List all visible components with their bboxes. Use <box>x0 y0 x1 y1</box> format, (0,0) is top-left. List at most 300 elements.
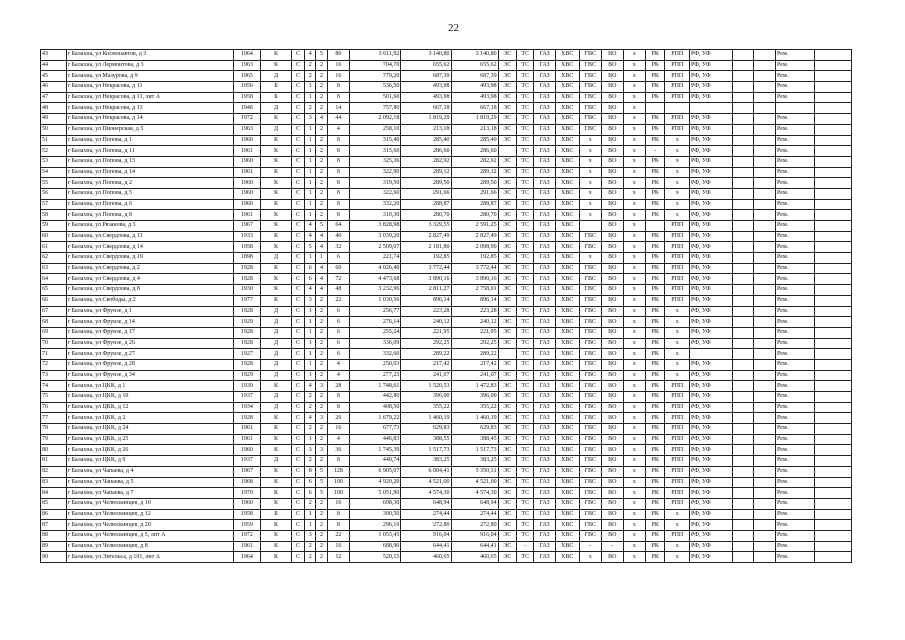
cell-roof-type: С <box>291 530 304 541</box>
cell-extra-1 <box>733 253 753 264</box>
cell-utility-vo: ВО <box>602 392 624 403</box>
cell-address: г Балахна, ул Фрунзе, д 34 <box>66 370 233 381</box>
table-row <box>41 477 852 488</box>
cell-build-year: 1960 <box>233 135 261 146</box>
cell-note: Рем. <box>776 50 815 61</box>
cell-apartments: 12 <box>327 552 350 563</box>
cell-apartments: 6 <box>327 338 350 349</box>
table-row <box>41 488 852 499</box>
cell-utility-es: ЭС <box>498 424 516 435</box>
cell-roof-type: С <box>291 413 304 424</box>
cell-extra-1 <box>733 231 753 242</box>
cell-repair-rf-uf: РФ, УФ <box>690 295 733 306</box>
cell-repair-rpp: РПП <box>665 124 690 135</box>
cell-wall-type: Д <box>261 359 292 370</box>
cell-utility-gvs: x <box>579 178 602 189</box>
cell-floors: 3 <box>305 530 316 541</box>
cell-note: Рем. <box>776 253 815 264</box>
cell-utility-es: ЭС <box>498 413 516 424</box>
cell-address: г Балахна, ул Свердлова, д 4 <box>66 274 233 285</box>
table-row <box>41 231 852 242</box>
cell-note: Рем. <box>776 509 815 520</box>
cell-utility-gvs: ГВС <box>579 60 602 71</box>
cell-build-year: 1961 <box>233 167 261 178</box>
table-row <box>41 274 852 285</box>
cell-repair-rpp: РПП <box>665 221 690 232</box>
cell-address: г Балахна, ул Лермонтова, д 3 <box>66 60 233 71</box>
cell-repair-rk: РК <box>646 124 665 135</box>
cell-repair-rk: РК <box>646 306 665 317</box>
cell-extra-2 <box>753 135 776 146</box>
cell-utility-gas: ГАЗ <box>534 434 556 445</box>
cell-utility-vo: - <box>602 541 624 552</box>
table-row <box>41 221 852 232</box>
page-number: 22 <box>448 22 459 34</box>
cell-note: Рем. <box>776 327 815 338</box>
cell-row-number: 63 <box>41 263 67 274</box>
cell-utility-es: ЭС <box>498 477 516 488</box>
cell-residential-area: 289,22 <box>451 349 498 360</box>
cell-row-number: 80 <box>41 445 67 456</box>
cell-entrances: 2 <box>316 60 327 71</box>
cell-repair-rk: РК <box>646 178 665 189</box>
cell-utility-gas: ГАЗ <box>534 456 556 467</box>
cell-extra-1 <box>733 541 753 552</box>
cell-living-area: 289,12 <box>401 167 451 178</box>
cell-entrances: 1 <box>316 253 327 264</box>
cell-note: Рем. <box>776 541 815 552</box>
cell-utility-vo: ВО <box>602 178 624 189</box>
cell-address: г Балахна, ул Свердлова, д 8 <box>66 285 233 296</box>
cell-apartments: 60 <box>327 263 350 274</box>
cell-wall-type: К <box>261 188 292 199</box>
cell-utility-gvs: ГВС <box>579 263 602 274</box>
cell-repair-rf-uf: РФ, УФ <box>690 413 733 424</box>
cell-apartments: 6 <box>327 349 350 360</box>
cell-repair-rpp: РПП <box>665 445 690 456</box>
table-row <box>41 295 852 306</box>
cell-utility-gas: ГАЗ <box>534 552 556 563</box>
cell-build-year: 1927 <box>233 349 261 360</box>
cell-extra-2 <box>753 424 776 435</box>
cell-extra-3 <box>814 413 851 424</box>
cell-residential-area: 396,00 <box>451 392 498 403</box>
cell-repair-rk: РК <box>646 188 665 199</box>
cell-extra-2 <box>753 285 776 296</box>
cell-address: г Балахна, ул Челюскинцев, д 12 <box>66 509 233 520</box>
cell-address: г Балахна, ул ЦКК, д 12 <box>66 402 233 413</box>
cell-note: Рем. <box>776 188 815 199</box>
cell-utility-gvs: ГВС <box>579 402 602 413</box>
cell-build-year: 1956 <box>233 82 261 93</box>
cell-repair-rk: РК <box>646 413 665 424</box>
cell-apartments: 8 <box>327 167 350 178</box>
cell-roof-type: С <box>291 231 304 242</box>
cell-address: г Балахна, ул Фрунзе, д 28 <box>66 359 233 370</box>
cell-floors: 2 <box>305 424 316 435</box>
housing-register-table <box>40 49 852 563</box>
cell-row-number: 84 <box>41 488 67 499</box>
cell-mark: x <box>623 156 646 167</box>
cell-wall-type: К <box>261 295 292 306</box>
cell-entrances: 2 <box>316 552 327 563</box>
cell-residential-area: 221,95 <box>451 327 498 338</box>
cell-entrances: 4 <box>316 231 327 242</box>
cell-utility-ts: ТС <box>517 434 534 445</box>
cell-build-year: 1972 <box>233 114 261 125</box>
cell-utility-ts: ТС <box>517 295 534 306</box>
cell-utility-gvs: ГВС <box>579 327 602 338</box>
cell-roof-type: С <box>291 477 304 488</box>
cell-apartments: 22 <box>327 295 350 306</box>
cell-utility-hvs: ХВС <box>555 274 579 285</box>
cell-apartments: 44 <box>327 114 350 125</box>
cell-extra-2 <box>753 488 776 499</box>
cell-entrances: 2 <box>316 124 327 135</box>
cell-utility-ts: ТС <box>517 370 534 381</box>
cell-utility-vo: ВО <box>602 50 624 61</box>
cell-wall-type: К <box>261 178 292 189</box>
cell-mark: x <box>623 434 646 445</box>
cell-extra-3 <box>814 50 851 61</box>
cell-utility-ts: ТС <box>517 178 534 189</box>
cell-build-year: 1958 <box>233 242 261 253</box>
cell-roof-type: С <box>291 520 304 531</box>
cell-repair-rf-uf: РФ, УФ <box>690 498 733 509</box>
cell-living-area: 3 329,55 <box>401 221 451 232</box>
cell-extra-2 <box>753 188 776 199</box>
cell-extra-3 <box>814 146 851 157</box>
cell-extra-2 <box>753 60 776 71</box>
cell-build-year: 1961 <box>233 424 261 435</box>
cell-floors: 6 <box>305 477 316 488</box>
cell-address: г Балахна, ул ЦКК, д 2 <box>66 413 233 424</box>
cell-extra-1 <box>733 199 753 210</box>
cell-apartments: 100 <box>327 477 350 488</box>
cell-mark: x <box>623 530 646 541</box>
cell-row-number: 59 <box>41 221 67 232</box>
cell-address: г Балахна, ул Челюскинцев, д 20 <box>66 520 233 531</box>
table-row <box>41 82 852 93</box>
table-row <box>41 253 852 264</box>
cell-wall-type: Б <box>261 92 292 103</box>
cell-residential-area: 2 098,90 <box>451 242 498 253</box>
cell-total-area: 3 828,98 <box>350 221 401 232</box>
cell-utility-ts: ТС <box>517 253 534 264</box>
cell-extra-2 <box>753 359 776 370</box>
cell-living-area: 217,42 <box>401 359 451 370</box>
cell-note: Рем. <box>776 456 815 467</box>
cell-note: Рем. <box>776 530 815 541</box>
cell-floors: 1 <box>305 146 316 157</box>
cell-address: г Балахна, ул Попова, д 6 <box>66 199 233 210</box>
cell-address: г Балахна, ул Некрасова, д 14 <box>66 114 233 125</box>
cell-extra-1 <box>733 188 753 199</box>
cell-entrances: 2 <box>316 520 327 531</box>
cell-total-area: 704,70 <box>350 60 401 71</box>
cell-floors: 1 <box>305 167 316 178</box>
cell-note: Рем. <box>776 285 815 296</box>
cell-residential-area: 291,66 <box>451 188 498 199</box>
cell-wall-type: Д <box>261 317 292 328</box>
cell-wall-type: К <box>261 434 292 445</box>
cell-note: Рем. <box>776 434 815 445</box>
table-row <box>41 359 852 370</box>
cell-extra-1 <box>733 552 753 563</box>
cell-mark: x <box>623 488 646 499</box>
cell-wall-type: К <box>261 381 292 392</box>
cell-utility-hvs: ХВС <box>555 381 579 392</box>
cell-utility-hvs: ХВС <box>555 498 579 509</box>
cell-address: г Балахна, ул Космонавтов, д 3 <box>66 50 233 61</box>
cell-repair-rf-uf: РФ, УФ <box>690 231 733 242</box>
cell-row-number: 73 <box>41 370 67 381</box>
cell-mark: x <box>623 520 646 531</box>
cell-extra-1 <box>733 146 753 157</box>
cell-row-number: 51 <box>41 135 67 146</box>
cell-note: Рем. <box>776 392 815 403</box>
cell-residential-area: 274,44 <box>451 509 498 520</box>
cell-address: г Балахна, ул Чапаева, д 5 <box>66 477 233 488</box>
cell-repair-rpp: РПП <box>665 285 690 296</box>
cell-utility-ts: ТС <box>517 359 534 370</box>
cell-repair-rpp: РПП <box>665 71 690 82</box>
table-row <box>41 60 852 71</box>
cell-utility-vo: ВО <box>602 466 624 477</box>
cell-extra-2 <box>753 253 776 264</box>
cell-extra-1 <box>733 285 753 296</box>
cell-extra-2 <box>753 82 776 93</box>
cell-utility-gvs: ГВС <box>579 124 602 135</box>
table-row <box>41 50 852 61</box>
cell-apartments: 16 <box>327 60 350 71</box>
cell-build-year: 1960 <box>233 199 261 210</box>
cell-extra-3 <box>814 242 851 253</box>
cell-repair-rpp: x <box>665 167 690 178</box>
cell-living-area: 396,00 <box>401 392 451 403</box>
cell-mark: x <box>623 146 646 157</box>
cell-total-area: 332,20 <box>350 199 401 210</box>
cell-utility-gvs: ГВС <box>579 456 602 467</box>
cell-utility-hvs: ХВС <box>555 338 579 349</box>
cell-entrances: 2 <box>316 306 327 317</box>
cell-row-number: 44 <box>41 60 67 71</box>
cell-mark: x <box>623 167 646 178</box>
cell-utility-es: ЭС <box>498 306 516 317</box>
cell-utility-gvs: x <box>579 253 602 264</box>
cell-utility-hvs: ХВС <box>555 103 579 114</box>
cell-extra-2 <box>753 445 776 456</box>
cell-row-number: 69 <box>41 327 67 338</box>
cell-utility-vo: ВО <box>602 199 624 210</box>
cell-extra-3 <box>814 477 851 488</box>
cell-utility-vo: ВО <box>602 231 624 242</box>
cell-repair-rpp: РПП <box>665 50 690 61</box>
cell-roof-type: С <box>291 338 304 349</box>
cell-repair-rf-uf: РФ, УФ <box>690 156 733 167</box>
cell-extra-2 <box>753 541 776 552</box>
cell-total-area: 319,50 <box>350 178 401 189</box>
table-row <box>41 520 852 531</box>
cell-extra-2 <box>753 306 776 317</box>
cell-residential-area: 916,04 <box>451 530 498 541</box>
cell-row-number: 58 <box>41 210 67 221</box>
cell-mark: x <box>623 295 646 306</box>
cell-utility-es: ЭС <box>498 338 516 349</box>
cell-entrances: 2 <box>316 402 327 413</box>
cell-living-area: 493,98 <box>401 82 451 93</box>
cell-repair-rk: РК <box>646 82 665 93</box>
cell-wall-type: Д <box>261 71 292 82</box>
cell-wall-type: К <box>261 60 292 71</box>
cell-repair-rk: РК <box>646 60 665 71</box>
cell-repair-rf-uf: РФ, УФ <box>690 317 733 328</box>
cell-repair-rf-uf: РФ, УФ <box>690 434 733 445</box>
cell-note: Рем. <box>776 92 815 103</box>
cell-repair-rk: РК <box>646 231 665 242</box>
cell-extra-3 <box>814 210 851 221</box>
cell-extra-3 <box>814 199 851 210</box>
cell-build-year: 1960 <box>233 445 261 456</box>
cell-repair-rk: РК <box>646 402 665 413</box>
cell-utility-gas: ГАЗ <box>534 135 556 146</box>
cell-entrances: 2 <box>316 188 327 199</box>
cell-repair-rk: РК <box>646 434 665 445</box>
cell-floors: 1 <box>305 370 316 381</box>
cell-roof-type: С <box>291 509 304 520</box>
cell-note: Рем. <box>776 381 815 392</box>
cell-roof-type: С <box>291 317 304 328</box>
cell-repair-rf-uf: РФ, УФ <box>690 488 733 499</box>
cell-note: Рем. <box>776 498 815 509</box>
cell-repair-rpp: x <box>665 552 690 563</box>
cell-living-area: 289,22 <box>401 349 451 360</box>
cell-extra-3 <box>814 221 851 232</box>
cell-roof-type: С <box>291 50 304 61</box>
cell-extra-1 <box>733 338 753 349</box>
cell-extra-2 <box>753 477 776 488</box>
cell-mark: x <box>623 60 646 71</box>
cell-total-area: 440,74 <box>350 456 401 467</box>
cell-apartments: 8 <box>327 188 350 199</box>
cell-utility-gas: ГАЗ <box>534 253 556 264</box>
cell-extra-2 <box>753 349 776 360</box>
table-row <box>41 392 852 403</box>
cell-utility-gas: ГАЗ <box>534 178 556 189</box>
cell-apartments: 8 <box>327 146 350 157</box>
cell-floors: 6 <box>305 274 316 285</box>
cell-mark: x <box>623 498 646 509</box>
cell-wall-type: К <box>261 466 292 477</box>
cell-total-area: 1 745,39 <box>350 445 401 456</box>
cell-utility-gvs: x <box>579 146 602 157</box>
cell-row-number: 72 <box>41 359 67 370</box>
cell-utility-vo: ВО <box>602 317 624 328</box>
cell-entrances: 2 <box>316 167 327 178</box>
cell-address: г Балахна, ул Попова, д 2 <box>66 178 233 189</box>
cell-residential-area: 644,41 <box>451 541 498 552</box>
cell-utility-ts: ТС <box>517 381 534 392</box>
cell-utility-hvs: ХВС <box>555 509 579 520</box>
cell-row-number: 82 <box>41 466 67 477</box>
cell-utility-ts: ТС <box>517 167 534 178</box>
cell-roof-type: С <box>291 488 304 499</box>
cell-floors: 4 <box>305 221 316 232</box>
cell-floors: 2 <box>305 456 316 467</box>
cell-build-year: 1963 <box>233 124 261 135</box>
cell-utility-gvs: ГВС <box>579 50 602 61</box>
cell-roof-type: С <box>291 295 304 306</box>
cell-note: Рем. <box>776 338 815 349</box>
cell-note: Рем. <box>776 60 815 71</box>
cell-extra-2 <box>753 92 776 103</box>
cell-entrances: 5 <box>316 466 327 477</box>
cell-extra-1 <box>733 456 753 467</box>
cell-mark: x <box>623 71 646 82</box>
cell-build-year: 1948 <box>233 103 261 114</box>
cell-entrances: 5 <box>316 477 327 488</box>
table-row <box>41 210 852 221</box>
cell-entrances: 4 <box>316 114 327 125</box>
cell-floors: 2 <box>305 71 316 82</box>
cell-residential-area: 1 472,83 <box>451 381 498 392</box>
cell-build-year: 1977 <box>233 295 261 306</box>
cell-repair-rf-uf <box>690 349 733 360</box>
cell-utility-ts: ТС <box>517 156 534 167</box>
cell-utility-hvs: ХВС <box>555 82 579 93</box>
cell-utility-vo: ВО <box>602 477 624 488</box>
cell-row-number: 85 <box>41 498 67 509</box>
table-row <box>41 188 852 199</box>
cell-utility-ts: ТС <box>517 199 534 210</box>
cell-utility-vo: ВО <box>602 306 624 317</box>
cell-extra-3 <box>814 338 851 349</box>
cell-mark: x <box>623 381 646 392</box>
cell-utility-ts: ТС <box>517 402 534 413</box>
cell-note: Рем. <box>776 71 815 82</box>
cell-build-year: 1928 <box>233 327 261 338</box>
cell-repair-rk: РК <box>646 199 665 210</box>
cell-address: г Балахна, ул Свердлова, д 11 <box>66 231 233 242</box>
cell-utility-ts: ТС <box>517 188 534 199</box>
cell-extra-3 <box>814 60 851 71</box>
cell-utility-gas: ГАЗ <box>534 103 556 114</box>
cell-note: Рем. <box>776 488 815 499</box>
cell-total-area: 315,60 <box>350 146 401 157</box>
cell-extra-2 <box>753 221 776 232</box>
cell-utility-ts: ТС <box>517 221 534 232</box>
cell-utility-gvs: ГВС <box>579 306 602 317</box>
table-row <box>41 466 852 477</box>
cell-repair-rk <box>646 103 665 114</box>
cell-utility-vo: ВО <box>602 242 624 253</box>
cell-entrances: 2 <box>316 498 327 509</box>
cell-repair-rpp: РПП <box>665 434 690 445</box>
cell-apartments: 4 <box>327 434 350 445</box>
cell-repair-rf-uf: РФ, УФ <box>690 124 733 135</box>
cell-repair-rf-uf: РФ, УФ <box>690 456 733 467</box>
cell-repair-rk: РК <box>646 498 665 509</box>
cell-extra-3 <box>814 317 851 328</box>
cell-utility-gvs: x <box>579 188 602 199</box>
cell-address: г Балахна, ул Мазурова, д 9 <box>66 71 233 82</box>
cell-build-year: 1928 <box>233 413 261 424</box>
cell-mark: x <box>623 349 646 360</box>
cell-build-year: 1929 <box>233 317 261 328</box>
cell-extra-3 <box>814 124 851 135</box>
cell-total-area: 1 030,56 <box>350 295 401 306</box>
cell-utility-hvs: ХВС <box>555 60 579 71</box>
